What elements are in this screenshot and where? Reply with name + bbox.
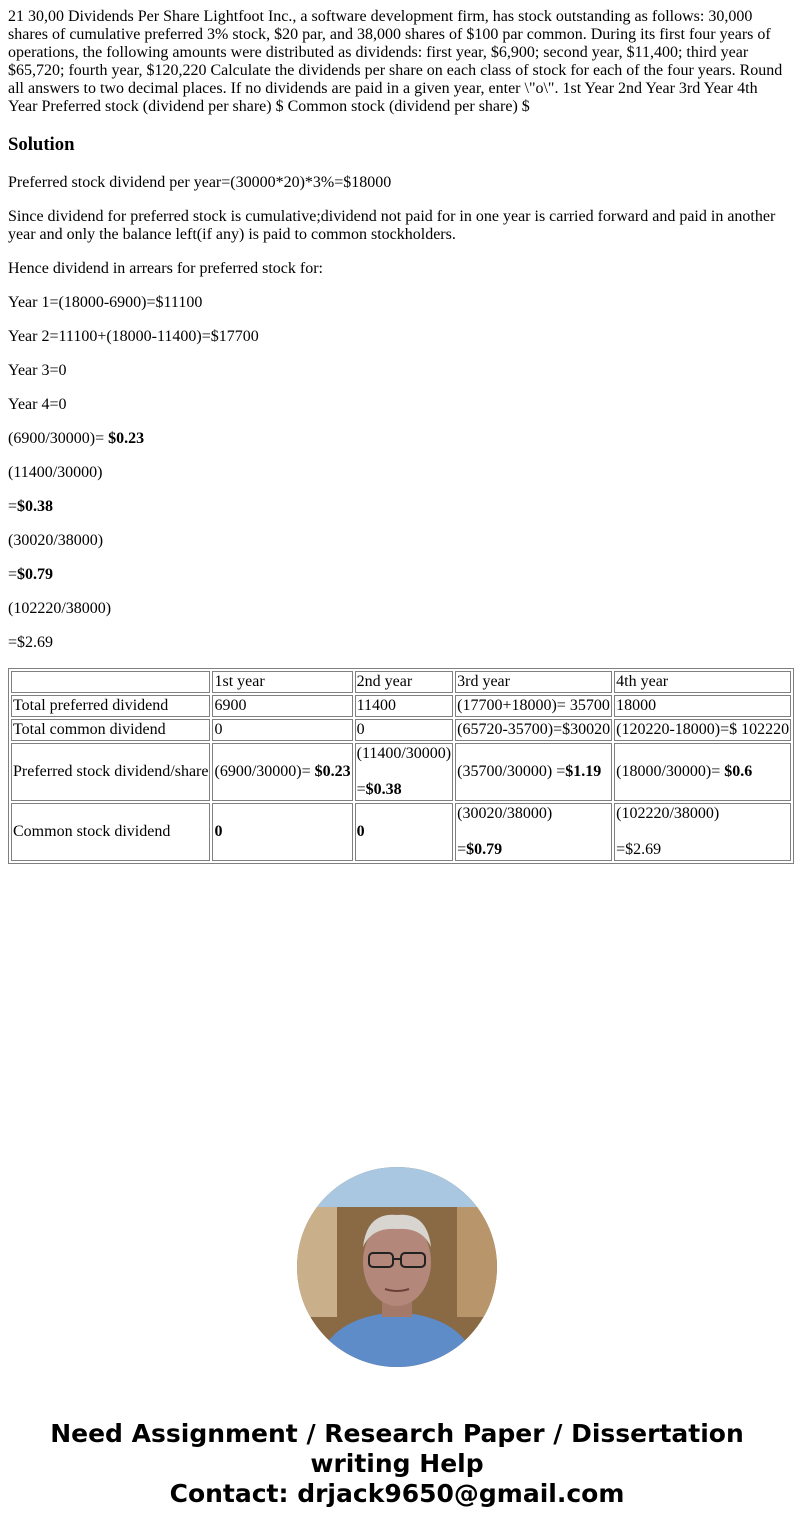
table-cell: (120220-18000)=$ 102220: [614, 719, 791, 741]
table-cell: 0: [355, 719, 454, 741]
line: Since dividend for preferred stock is cumulative;dividend not paid for in one year is carried forward and paid in another year and only the balance left(if any) is paid to common stockholders.: [8, 208, 776, 243]
table-cell: [455, 743, 612, 801]
table-cell: [212, 743, 352, 801]
calc-3-result: [8, 566, 786, 584]
table-cell: 2nd year: [355, 671, 454, 693]
table-row: [11, 719, 791, 741]
table-cell: [355, 743, 454, 801]
cell-text: =: [356, 781, 366, 798]
table-row: [11, 803, 791, 861]
calc-2-result: [8, 498, 786, 516]
cell-text: (6900/30000)=: [214, 763, 315, 780]
cell-result-line: [457, 841, 610, 859]
cell-result: $1.19: [565, 763, 602, 780]
calc-3: (30020/38000): [8, 532, 104, 549]
table-cell: 3rd year: [455, 671, 612, 693]
calc-2: (11400/30000): [8, 464, 103, 481]
question-text: 21 30,00 Dividends Per Share Lightfoot Inc., a software development firm, has stock outstanding as follows: 30,000 shares of cumulative preferred 3% stock, $20 par, and 38,000 shares of $100 par common. During its first four years of operations, the following amounts were distributed as dividends: first year, $6,900; second year, $11,400; third year $65,720; fourth year, $120,220 Calculate the dividends per share on each class of stock for each of the four years. Round all answers to two decimal places. If no dividends are paid in a given year, enter \"o\". 1st Year 2nd Year 3rd Year 4th Year Preferred stock (dividend per share) $ Common stock (dividend per share) $: [8, 8, 783, 115]
calc-text: =: [8, 566, 18, 583]
cell-result-line: [357, 781, 452, 799]
table-cell: 11400: [355, 695, 454, 717]
line: Preferred stock dividend per year=(30000*20)*3%=$18000: [8, 174, 392, 191]
table-cell: 0: [212, 719, 352, 741]
table-cell: 18000: [614, 695, 791, 717]
cell-result: $0.79: [466, 841, 503, 858]
calc-result: $0.23: [108, 430, 145, 447]
table-cell: [614, 803, 791, 861]
table-cell: Total common dividend: [11, 719, 210, 741]
calc-4-result: =$2.69: [8, 634, 54, 651]
table-cell: (17700+18000)= 35700: [455, 695, 612, 717]
cell-result: $0.23: [314, 763, 351, 780]
table-cell: [614, 743, 791, 801]
cell-text: =$2.69: [616, 841, 662, 858]
table-cell: Preferred stock dividend/share: [11, 743, 210, 801]
table-cell: [212, 803, 352, 861]
table-cell: [355, 803, 454, 861]
calc-result: $0.79: [17, 566, 54, 583]
footer-contact: Contact: drjack9650@gmail.com: [169, 1479, 625, 1508]
dividend-table: [8, 668, 794, 864]
person-photo-icon: [297, 1167, 497, 1367]
calc-result: $0.38: [17, 498, 54, 515]
cell-text: (30020/38000): [457, 805, 553, 822]
cell-text: (102220/38000): [616, 805, 720, 822]
avatar: [297, 1167, 497, 1367]
line: Year 1=(18000-6900)=$11100: [8, 294, 203, 311]
calc-text: =: [8, 498, 18, 515]
footer: [8, 1419, 786, 1509]
solution-heading: Solution: [8, 134, 75, 155]
line: Year 4=0: [8, 396, 67, 413]
calc-4: (102220/38000): [8, 600, 112, 617]
table-cell: Total preferred dividend: [11, 695, 210, 717]
cell-text: (18000/30000)=: [616, 763, 725, 780]
table-cell: 6900: [212, 695, 352, 717]
calc-text: (6900/30000)=: [8, 430, 109, 447]
table-cell: 4th year: [614, 671, 791, 693]
line: Hence dividend in arrears for preferred stock for:: [8, 260, 323, 277]
table-row: [11, 743, 791, 801]
line: Year 3=0: [8, 362, 67, 379]
table-cell: 1st year: [212, 671, 352, 693]
cell-text: (11400/30000): [356, 745, 452, 762]
table-header-row: [11, 671, 791, 693]
cell-text: (35700/30000) =: [457, 763, 566, 780]
calc-1: [8, 430, 786, 448]
cell-result: $0.38: [365, 781, 402, 798]
cell-result: 0: [214, 823, 223, 840]
table-row: [11, 695, 791, 717]
table-cell: Common stock dividend: [11, 803, 210, 861]
table-cell: [11, 671, 210, 693]
table-cell: (65720-35700)=$30020: [455, 719, 612, 741]
table-cell: [455, 803, 612, 861]
cell-result: $0.6: [724, 763, 753, 780]
cell-result: 0: [356, 823, 365, 840]
line: Year 2=11100+(18000-11400)=$17700: [8, 328, 259, 345]
cell-text: =: [457, 841, 467, 858]
footer-help-text: Need Assignment / Research Paper / Dissertation writing Help: [50, 1419, 744, 1478]
